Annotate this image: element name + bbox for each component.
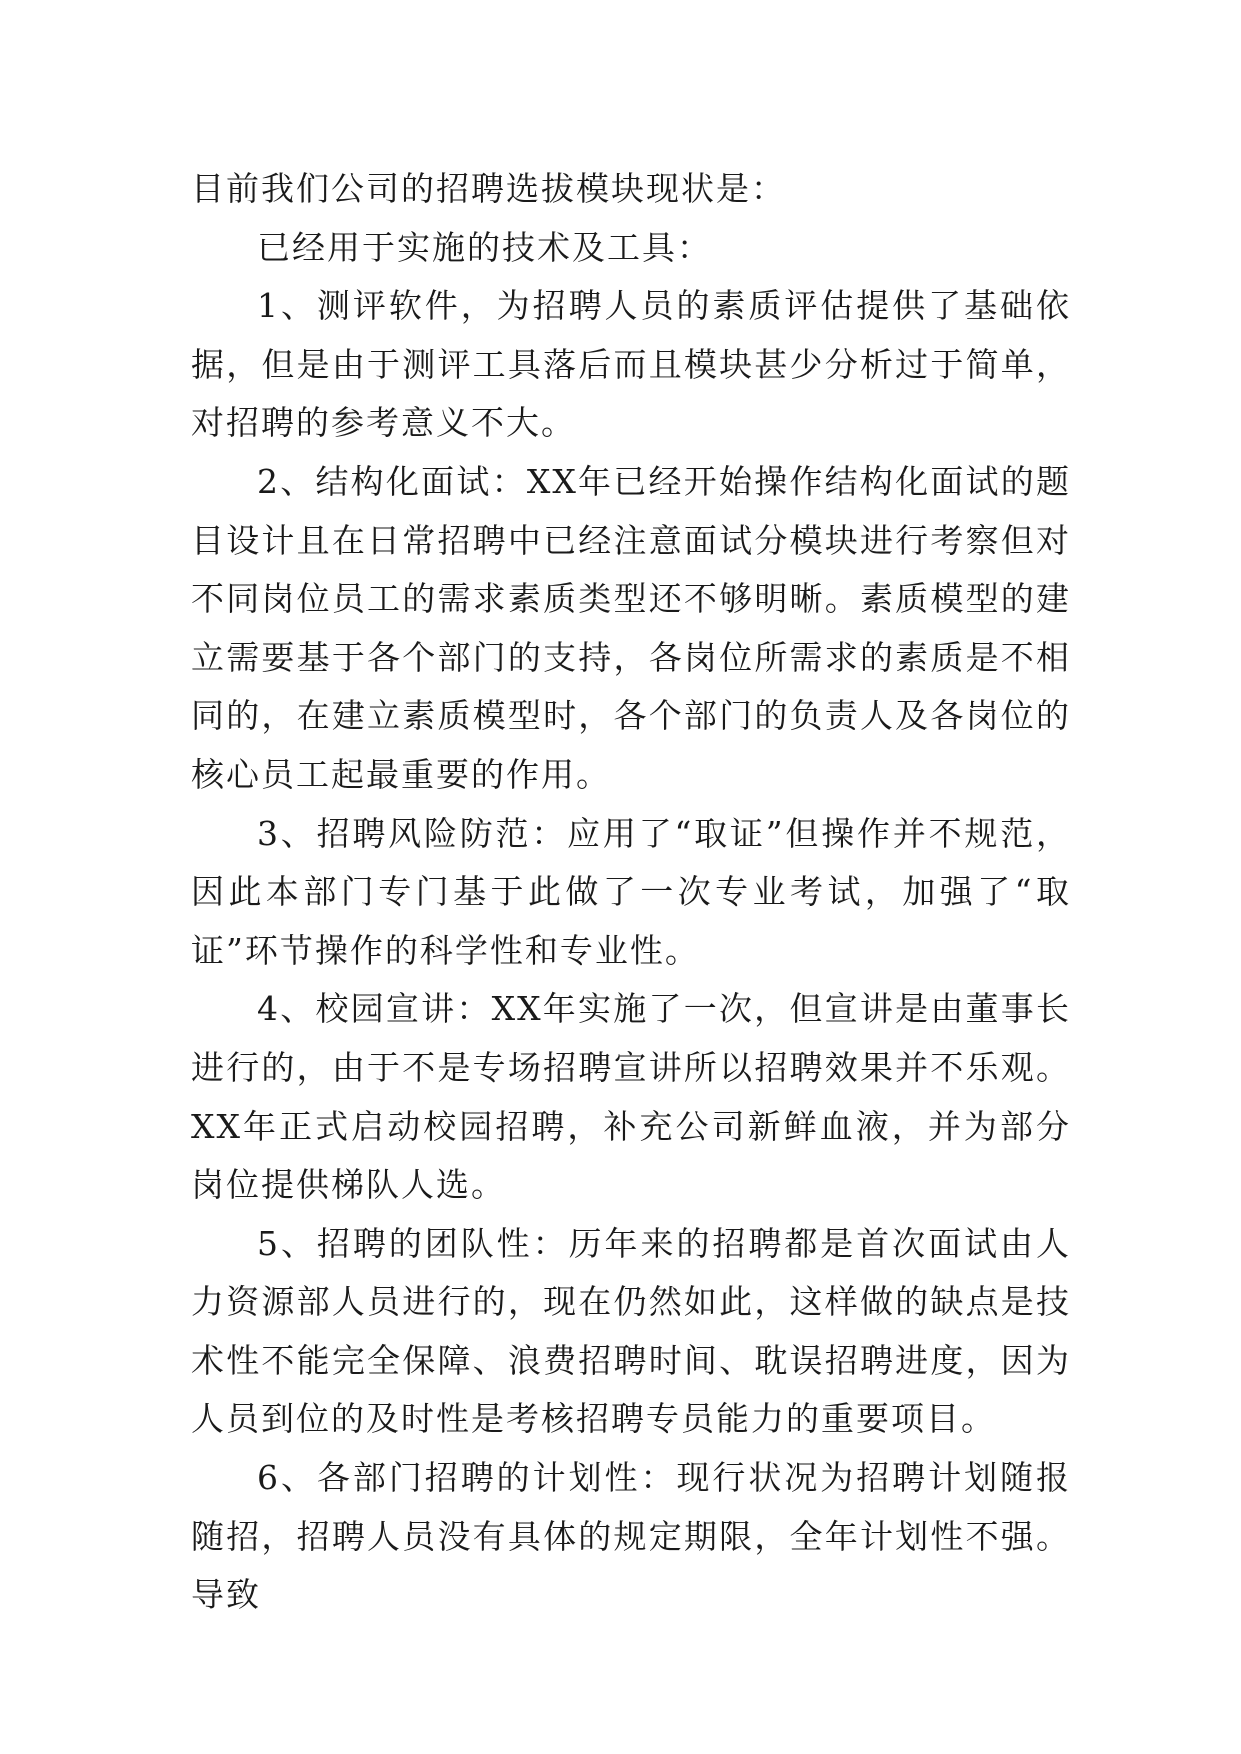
section-heading: 已经用于实施的技术及工具： <box>257 227 712 267</box>
item-4-paragraph: 4、校园宣讲：XX年实施了一次，但宣讲是由董事长进行的，由于不是专场招聘宣讲所以招聘效果并不乐观。XX年正式启动校园招聘，补充公司新鲜血液，并为部分岗位提供梯队人选。 <box>191 989 1071 1205</box>
item-1-paragraph: 1、测评软件，为招聘人员的素质评估提供了基础依据，但是由于测评工具落后而且模块甚少分析过于简单，对招聘的参考意义不大。 <box>191 286 1071 443</box>
document-body <box>191 160 1071 1625</box>
item-6-paragraph: 6、各部门招聘的计划性：现行状况为招聘计划随报随招，招聘人员没有具体的规定期限，全年计划性不强。导致 <box>191 1458 1071 1615</box>
item-5-paragraph: 5、招聘的团队性：历年来的招聘都是首次面试由人力资源部人员进行的，现在仍然如此，这样做的缺点是技术性不能完全保障、浪费招聘时间、耽误招聘进度，因为人员到位的及时性是考核招聘专员能力的重要项目。 <box>191 1223 1071 1439</box>
intro-paragraph: 目前我们公司的招聘选拔模块现状是： <box>191 169 786 208</box>
item-2-paragraph: 2、结构化面试：XX年已经开始操作结构化面试的题目设计且在日常招聘中已经注意面试分模块进行考察但对不同岗位员工的需求素质类型还不够明晰。素质模型的建立需要基于各个部门的支持，各岗位所需求的素质是不相同的，在建立素质模型时，各个部门的负责人及各岗位的核心员工起最重要的作用。 <box>191 461 1071 794</box>
item-3-paragraph: 3、招聘风险防范：应用了“取证”但操作并不规范，因此本部门专门基于此做了一次专业考试，加强了“取证”环节操作的科学性和专业性。 <box>191 813 1071 970</box>
